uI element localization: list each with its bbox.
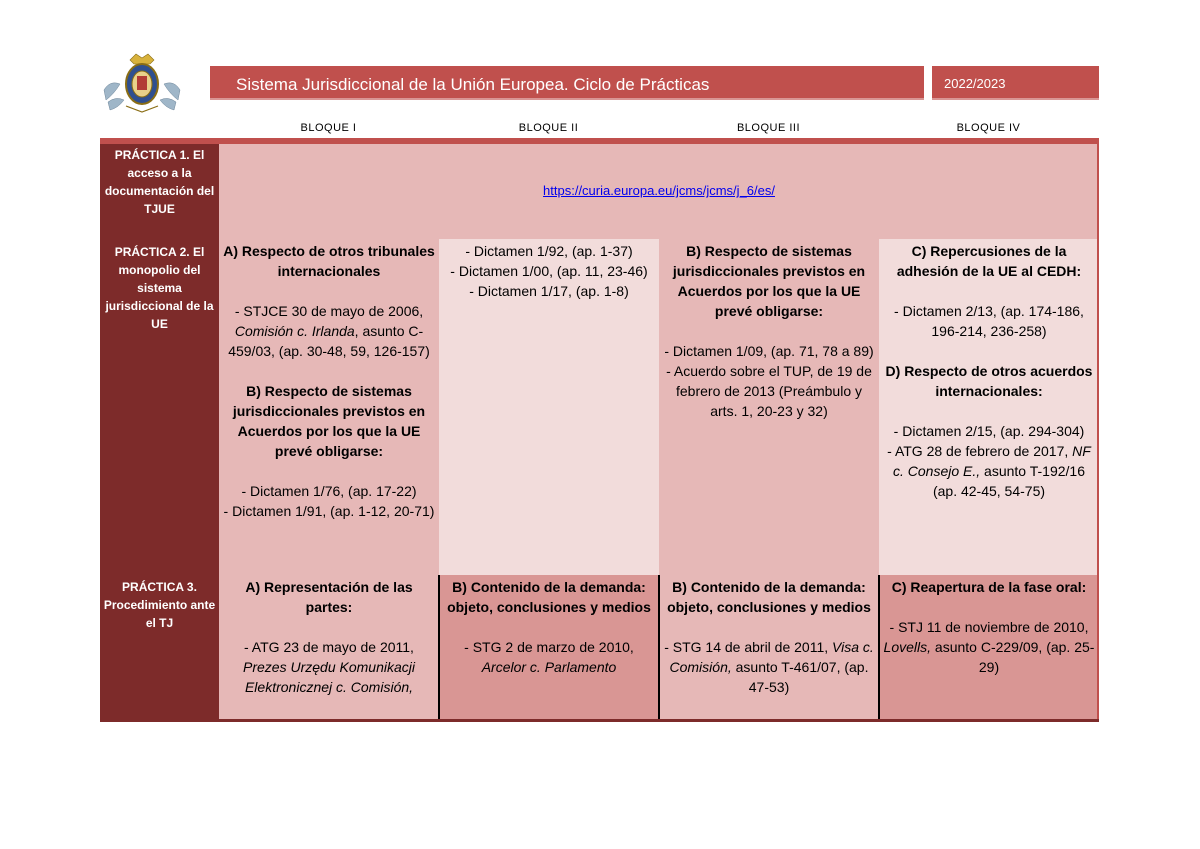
university-crest-logo xyxy=(100,50,184,114)
table-right-rule xyxy=(1097,144,1099,721)
p2-bloque-3-cell xyxy=(659,239,879,575)
practica-3-number: PRÁCTICA 3. xyxy=(122,580,197,594)
bloque-header-4: BLOQUE IV xyxy=(956,122,1021,134)
p2-b1-item-3: - Dictamen 1/91, (ap. 1-12, 20-71) xyxy=(223,503,435,519)
p2-b1-item-1: - STJCE 30 de mayo de 2006, Comisión c. Irlanda, asunto C-459/03, (ap. 30-48, 59, 126-157) xyxy=(228,303,430,359)
practica-2-label xyxy=(100,243,219,333)
bloque-header-2: BLOQUE II xyxy=(518,122,579,134)
row3-divider-2 xyxy=(658,575,660,721)
p2-b4-heading-d: D) Respecto de otros acuerdos internacionales: xyxy=(885,363,1093,399)
p2-b4-item-1: - Dictamen 2/13, (ap. 174-186, 196-214, 236-258) xyxy=(894,303,1084,339)
academic-year-bar xyxy=(932,66,1099,100)
row3-divider-3 xyxy=(878,575,880,721)
academic-year: 2022/2023 xyxy=(944,76,1006,91)
practica-1-number: PRÁCTICA 1. xyxy=(114,148,190,162)
p3-b4-item-1: - STJ 11 de noviembre de 2010, Lovells, asunto C-229/09, (ap. 25-29) xyxy=(883,619,1095,675)
p2-b1-item-2: - Dictamen 1/76, (ap. 17-22) xyxy=(241,483,417,499)
p2-b2-item-1: - Dictamen 1/92, (ap. 1-37) xyxy=(465,243,633,259)
p3-b1-item-1: - ATG 23 de mayo de 2011, Prezes Urzędu Komunikacji Elektronicznej c. Comisión, xyxy=(243,639,415,695)
bloque-header-1: BLOQUE I xyxy=(300,122,357,134)
p2-b4-item-2: - Dictamen 2/15, (ap. 294-304) xyxy=(893,423,1085,439)
practica-1-label xyxy=(100,146,219,218)
p2-b3-item-2: - Acuerdo sobre el TUP, de 19 de febrero de 2013 (Preámbulo y arts. 1, 20-23 y 32) xyxy=(666,363,872,419)
course-title: Sistema Jurisdiccional de la Unión Europea. Ciclo de Prácticas xyxy=(236,75,710,94)
p3-b4-heading: C) Reapertura de la fase oral: xyxy=(891,579,1087,595)
course-title-bar xyxy=(210,66,924,100)
p2-b2-item-3: - Dictamen 1/17, (ap. 1-8) xyxy=(469,283,629,299)
p3-bloque-2-cell xyxy=(439,575,659,721)
curia-link-container xyxy=(219,183,1099,198)
table-bottom-rule xyxy=(100,719,1099,722)
row3-divider-1 xyxy=(438,575,440,721)
p2-b2-item-2: - Dictamen 1/00, (ap. 11, 23-46) xyxy=(450,263,648,279)
p2-b1-heading-b: B) Respecto de sistemas jurisdiccionales previstos en Acuerdos por los que la UE prevé obligarse: xyxy=(232,383,426,459)
practica-1-title: El acceso a la documentación del TJUE xyxy=(104,148,215,216)
p2-bloque-2-cell xyxy=(439,239,659,575)
p3-bloque-3-cell xyxy=(659,575,879,721)
practica-2-title: El monopolio del sistema jurisdiccional de la UE xyxy=(105,245,214,331)
p3-b1-heading: A) Representación de las partes: xyxy=(245,579,413,615)
p2-b1-heading-a: A) Respecto de otros tribunales internacionales xyxy=(223,243,435,279)
p3-b3-item-1: - STG 14 de abril de 2011, Visa c. Comisión, asunto T-461/07, (ap. 47-53) xyxy=(664,639,874,695)
p3-b2-item-1: - STG 2 de marzo de 2010, Arcelor c. Parlamento xyxy=(464,639,634,675)
p3-bloque-4-cell xyxy=(879,575,1099,721)
practica-2-number: PRÁCTICA 2. xyxy=(114,245,190,259)
practica-3-label xyxy=(100,578,219,632)
p3-b2-heading: B) Contenido de la demanda: objeto, conclusiones y medios xyxy=(447,579,651,615)
p2-b4-heading-c: C) Repercusiones de la adhesión de la UE al CEDH: xyxy=(896,243,1082,279)
bloque-header-3: BLOQUE III xyxy=(736,122,801,134)
p2-b3-item-1: - Dictamen 1/09, (ap. 71, 78 a 89) xyxy=(664,343,874,359)
p2-b3-heading: B) Respecto de sistemas jurisdiccionales previstos en Acuerdos por los que la UE prevé obligarse: xyxy=(672,243,866,319)
practicas-column xyxy=(100,144,219,721)
p3-b3-heading: B) Contenido de la demanda: objeto, conclusiones y medios xyxy=(667,579,871,615)
practica-3-title: Procedimiento ante el TJ xyxy=(103,598,216,630)
curia-link[interactable]: https://curia.europa.eu/jcms/jcms/j_6/es/ xyxy=(543,183,775,198)
p3-bloque-1-cell xyxy=(219,575,439,721)
p2-b4-item-3: - ATG 28 de febrero de 2017, NF c. Consejo E., asunto T-192/16 (ap. 42-45, 54-75) xyxy=(887,443,1091,499)
p2-bloque-1-cell xyxy=(219,239,439,575)
p2-bloque-4-cell xyxy=(879,239,1099,575)
